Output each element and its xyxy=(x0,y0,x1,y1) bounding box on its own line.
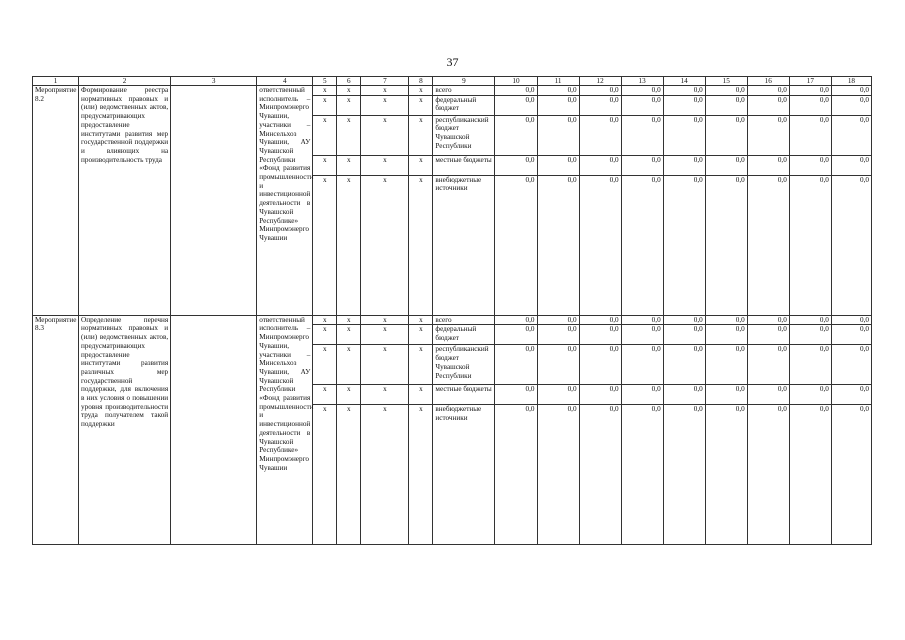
year-value: 0,0 xyxy=(579,405,621,545)
year-value: 0,0 xyxy=(831,315,871,325)
year-value: 0,0 xyxy=(621,325,663,345)
year-value: 0,0 xyxy=(705,345,747,385)
year-value: 0,0 xyxy=(579,385,621,405)
year-value: 0,0 xyxy=(831,115,871,155)
year-value: 0,0 xyxy=(663,345,705,385)
year-value: 0,0 xyxy=(621,345,663,385)
year-value: 0,0 xyxy=(621,95,663,115)
x-mark: x xyxy=(313,86,337,96)
measure-code: Мероприятие 8.3 xyxy=(33,315,79,545)
column-number-17: 17 xyxy=(789,77,831,86)
year-value: 0,0 xyxy=(537,325,579,345)
year-value: 0,0 xyxy=(495,86,537,96)
year-value: 0,0 xyxy=(663,405,705,545)
x-mark: x xyxy=(337,115,361,155)
year-value: 0,0 xyxy=(747,86,789,96)
year-value: 0,0 xyxy=(495,95,537,115)
page-number: 37 xyxy=(446,55,459,69)
x-mark: x xyxy=(337,325,361,345)
x-mark: x xyxy=(337,155,361,175)
year-value: 0,0 xyxy=(789,115,831,155)
year-value: 0,0 xyxy=(747,345,789,385)
x-mark: x xyxy=(313,325,337,345)
x-mark: x xyxy=(313,95,337,115)
year-value: 0,0 xyxy=(663,325,705,345)
column-number-4: 4 xyxy=(257,77,313,86)
year-value: 0,0 xyxy=(621,86,663,96)
year-value: 0,0 xyxy=(579,315,621,325)
column-number-6: 6 xyxy=(337,77,361,86)
x-mark: x xyxy=(313,115,337,155)
year-value: 0,0 xyxy=(621,385,663,405)
x-mark: x xyxy=(409,175,433,315)
year-value: 0,0 xyxy=(663,86,705,96)
year-value: 0,0 xyxy=(789,325,831,345)
table-row xyxy=(33,86,872,96)
year-value: 0,0 xyxy=(537,155,579,175)
x-mark: x xyxy=(337,95,361,115)
year-value: 0,0 xyxy=(537,405,579,545)
x-mark: x xyxy=(409,385,433,405)
x-mark: x xyxy=(361,385,409,405)
x-mark: x xyxy=(337,345,361,385)
year-value: 0,0 xyxy=(747,385,789,405)
responsible-executor: ответственный исполнитель – Минпромэнерго Чувашии, участники – Минсельхоз Чувашии, АУ Чувашской Республики «Фонд развития промышленности и инвестиционной деятельности в Чувашской Республике» Минпромэнерго Чувашии xyxy=(257,315,313,545)
year-value: 0,0 xyxy=(831,345,871,385)
year-value: 0,0 xyxy=(495,315,537,325)
year-value: 0,0 xyxy=(579,175,621,315)
x-mark: x xyxy=(409,86,433,96)
year-value: 0,0 xyxy=(579,155,621,175)
year-value: 0,0 xyxy=(621,115,663,155)
x-mark: x xyxy=(313,175,337,315)
year-value: 0,0 xyxy=(705,385,747,405)
year-value: 0,0 xyxy=(747,315,789,325)
year-value: 0,0 xyxy=(789,385,831,405)
funding-source: республиканский бюджет Чувашской Республики xyxy=(433,345,495,385)
year-value: 0,0 xyxy=(705,115,747,155)
year-value: 0,0 xyxy=(831,405,871,545)
year-value: 0,0 xyxy=(831,86,871,96)
funding-source: всего xyxy=(433,315,495,325)
column-number-14: 14 xyxy=(663,77,705,86)
x-mark: x xyxy=(409,325,433,345)
x-mark: x xyxy=(313,405,337,545)
year-value: 0,0 xyxy=(747,325,789,345)
budget-table xyxy=(32,76,872,545)
funding-source: местные бюджеты xyxy=(433,155,495,175)
year-value: 0,0 xyxy=(537,86,579,96)
x-mark: x xyxy=(409,315,433,325)
year-value: 0,0 xyxy=(705,325,747,345)
year-value: 0,0 xyxy=(579,86,621,96)
responsible-executor: ответственный исполнитель – Минпромэнерго Чувашии, участники – Минсельхоз Чувашии, АУ Чувашской Республики «Фонд развития промышленности и инвестиционной деятельности в Чувашской Республике» Минпромэнерго Чувашии xyxy=(257,86,313,316)
year-value: 0,0 xyxy=(663,95,705,115)
year-value: 0,0 xyxy=(537,115,579,155)
x-mark: x xyxy=(409,95,433,115)
measure-col3 xyxy=(171,86,257,316)
year-value: 0,0 xyxy=(831,325,871,345)
year-value: 0,0 xyxy=(789,315,831,325)
measure-code: Мероприятие 8.2 xyxy=(33,86,79,316)
year-value: 0,0 xyxy=(495,155,537,175)
column-number-9: 9 xyxy=(433,77,495,86)
x-mark: x xyxy=(361,315,409,325)
year-value: 0,0 xyxy=(747,405,789,545)
funding-source: федеральный бюджет xyxy=(433,95,495,115)
year-value: 0,0 xyxy=(495,325,537,345)
year-value: 0,0 xyxy=(789,95,831,115)
column-number-5: 5 xyxy=(313,77,337,86)
year-value: 0,0 xyxy=(579,345,621,385)
funding-source: внебюджетные источники xyxy=(433,405,495,545)
x-mark: x xyxy=(361,115,409,155)
x-mark: x xyxy=(361,95,409,115)
year-value: 0,0 xyxy=(579,95,621,115)
funding-source: федеральный бюджет xyxy=(433,325,495,345)
x-mark: x xyxy=(337,86,361,96)
year-value: 0,0 xyxy=(537,345,579,385)
year-value: 0,0 xyxy=(705,155,747,175)
year-value: 0,0 xyxy=(663,155,705,175)
year-value: 0,0 xyxy=(789,155,831,175)
column-number-12: 12 xyxy=(579,77,621,86)
measure-col3 xyxy=(171,315,257,545)
year-value: 0,0 xyxy=(705,95,747,115)
column-number-row xyxy=(33,77,872,86)
column-number-8: 8 xyxy=(409,77,433,86)
year-value: 0,0 xyxy=(831,385,871,405)
year-value: 0,0 xyxy=(495,175,537,315)
year-value: 0,0 xyxy=(621,405,663,545)
year-value: 0,0 xyxy=(705,315,747,325)
year-value: 0,0 xyxy=(831,155,871,175)
column-number-16: 16 xyxy=(747,77,789,86)
year-value: 0,0 xyxy=(789,86,831,96)
column-number-10: 10 xyxy=(495,77,537,86)
x-mark: x xyxy=(361,405,409,545)
year-value: 0,0 xyxy=(747,115,789,155)
funding-source: внебюджетные источники xyxy=(433,175,495,315)
x-mark: x xyxy=(337,385,361,405)
column-number-2: 2 xyxy=(79,77,171,86)
x-mark: x xyxy=(313,315,337,325)
x-mark: x xyxy=(361,345,409,385)
x-mark: x xyxy=(313,155,337,175)
column-number-15: 15 xyxy=(705,77,747,86)
x-mark: x xyxy=(409,345,433,385)
year-value: 0,0 xyxy=(621,315,663,325)
x-mark: x xyxy=(409,405,433,545)
year-value: 0,0 xyxy=(705,175,747,315)
column-number-11: 11 xyxy=(537,77,579,86)
year-value: 0,0 xyxy=(747,175,789,315)
column-number-7: 7 xyxy=(361,77,409,86)
x-mark: x xyxy=(337,405,361,545)
year-value: 0,0 xyxy=(579,325,621,345)
x-mark: x xyxy=(337,315,361,325)
year-value: 0,0 xyxy=(621,155,663,175)
x-mark: x xyxy=(337,175,361,315)
funding-source: всего xyxy=(433,86,495,96)
x-mark: x xyxy=(409,155,433,175)
year-value: 0,0 xyxy=(705,86,747,96)
year-value: 0,0 xyxy=(495,115,537,155)
year-value: 0,0 xyxy=(705,405,747,545)
column-number-13: 13 xyxy=(621,77,663,86)
year-value: 0,0 xyxy=(621,175,663,315)
column-number-18: 18 xyxy=(831,77,871,86)
x-mark: x xyxy=(361,86,409,96)
year-value: 0,0 xyxy=(663,385,705,405)
table-row xyxy=(33,315,872,325)
column-number-3: 3 xyxy=(171,77,257,86)
year-value: 0,0 xyxy=(537,95,579,115)
funding-source: республиканский бюджет Чувашской Республики xyxy=(433,115,495,155)
year-value: 0,0 xyxy=(495,345,537,385)
year-value: 0,0 xyxy=(579,115,621,155)
column-number-1: 1 xyxy=(33,77,79,86)
x-mark: x xyxy=(409,115,433,155)
x-mark: x xyxy=(361,325,409,345)
x-mark: x xyxy=(313,345,337,385)
year-value: 0,0 xyxy=(663,115,705,155)
year-value: 0,0 xyxy=(831,95,871,115)
x-mark: x xyxy=(313,385,337,405)
year-value: 0,0 xyxy=(831,175,871,315)
x-mark: x xyxy=(361,155,409,175)
x-mark: x xyxy=(361,175,409,315)
measure-name: Формирование реестра нормативных правовых и (или) ведомственных актов, предусматривающих предоставление институтами развития мер государственной поддержки и влияющих на производительность труда xyxy=(79,86,171,316)
year-value: 0,0 xyxy=(789,405,831,545)
year-value: 0,0 xyxy=(663,175,705,315)
measure-name: Определение перечня нормативных правовых и (или) ведомственных актов, предусматривающих предоставление институтами развития различных мер государственной поддержки, для включения в них условия о повышении уровня производительности труда получателем такой поддержки xyxy=(79,315,171,545)
year-value: 0,0 xyxy=(495,385,537,405)
year-value: 0,0 xyxy=(663,315,705,325)
year-value: 0,0 xyxy=(789,175,831,315)
year-value: 0,0 xyxy=(747,95,789,115)
year-value: 0,0 xyxy=(537,315,579,325)
year-value: 0,0 xyxy=(789,345,831,385)
year-value: 0,0 xyxy=(495,405,537,545)
funding-source: местные бюджеты xyxy=(433,385,495,405)
year-value: 0,0 xyxy=(747,155,789,175)
year-value: 0,0 xyxy=(537,175,579,315)
year-value: 0,0 xyxy=(537,385,579,405)
